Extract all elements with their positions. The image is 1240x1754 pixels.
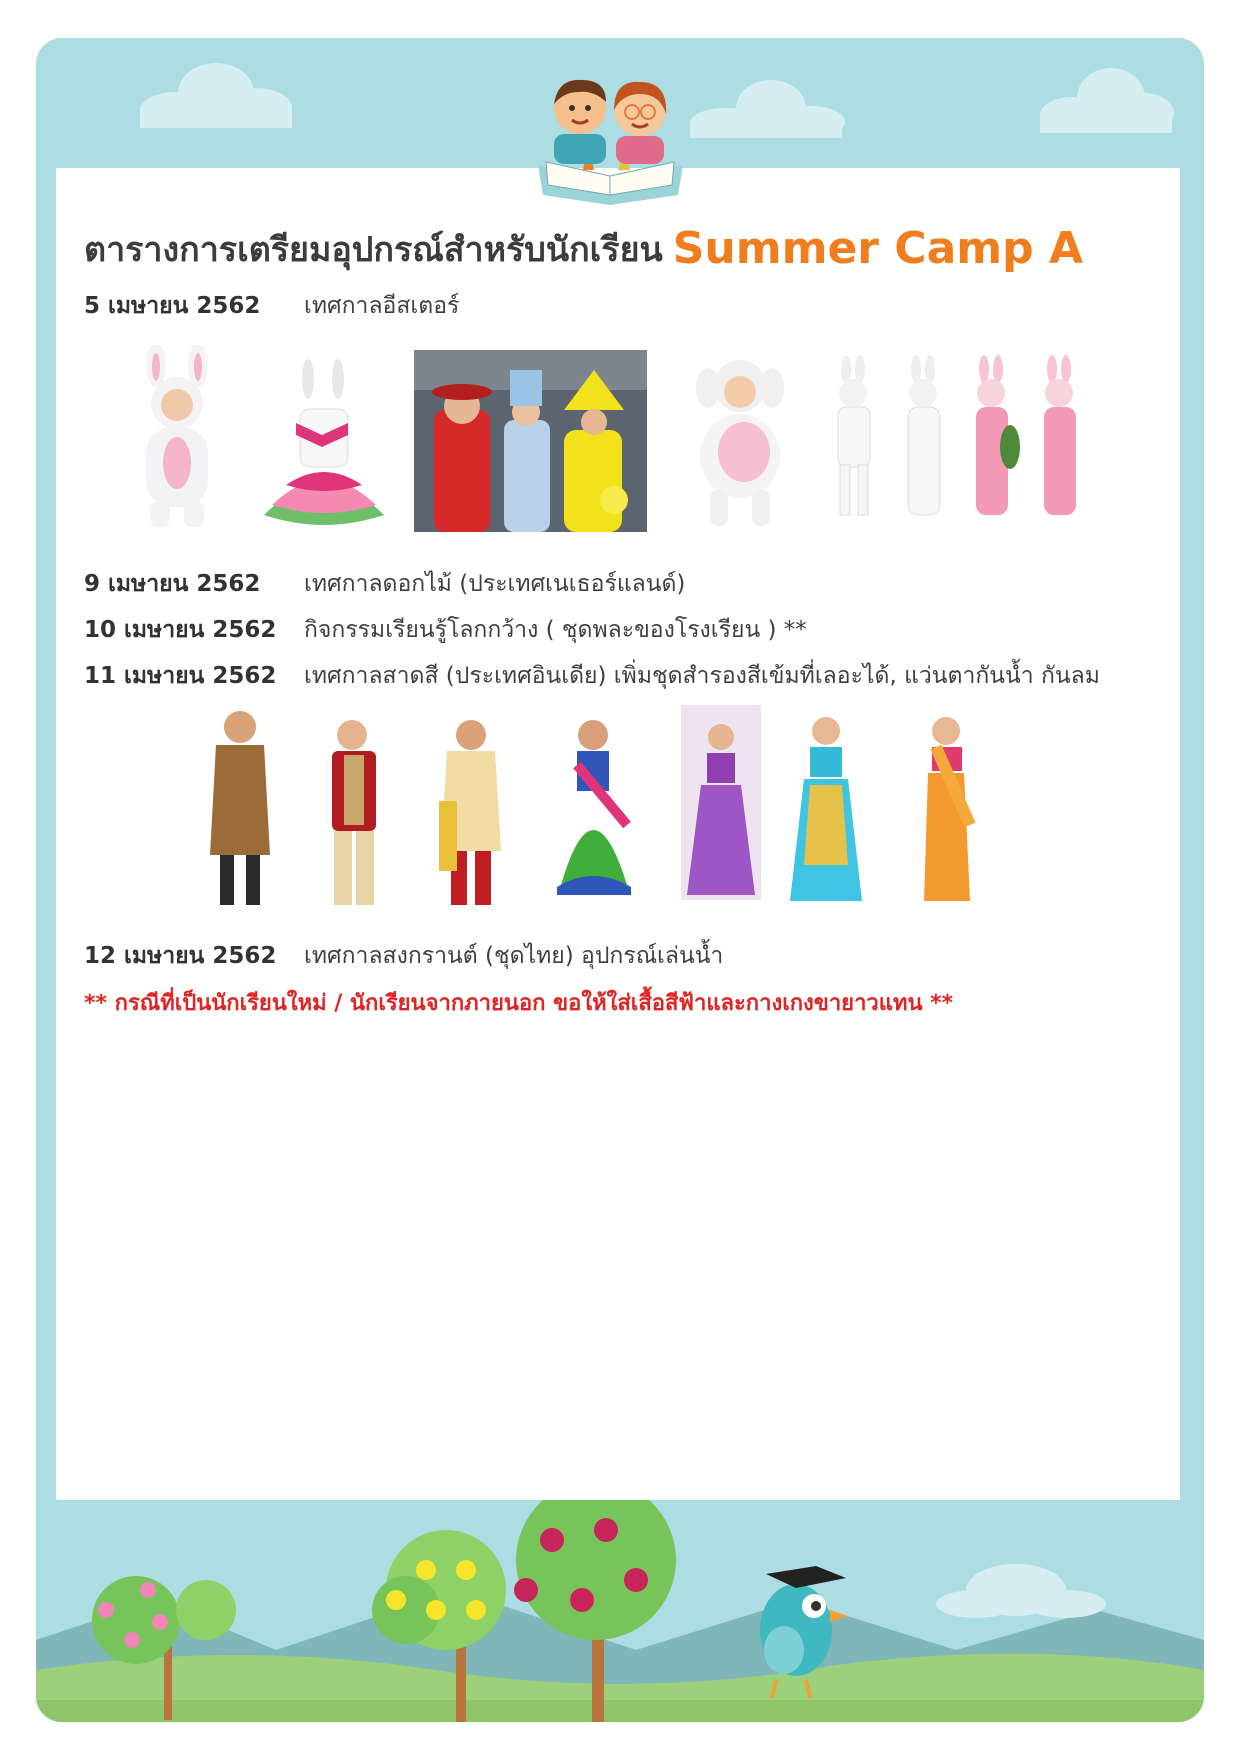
landscape-illustration [36, 1500, 1204, 1722]
kids-bunny-costumes-photo [816, 355, 1106, 530]
kids-reading-book-icon [528, 70, 693, 205]
schedule-row [84, 288, 459, 324]
schedule-activity: เทศกาลดอกไม้ (ประเทศเนเธอร์แลนด์) [304, 571, 686, 597]
schedule-date: 10 เมษายน 2562 [84, 617, 277, 643]
cloud-icon [136, 58, 296, 128]
schedule-date: 5 เมษายน 2562 [84, 293, 261, 319]
indian-costumes-photo [196, 705, 1026, 920]
schedule-activity: กิจกรรมเรียนรู้โลกกว้าง ( ชุดพละของโรงเรียน ) ** [304, 617, 807, 643]
schedule-date: 9 เมษายน 2562 [84, 571, 261, 597]
lamb-costume-photo [680, 352, 800, 532]
schedule-activity: เทศกาลสงกรานต์ (ชุดไทย) อุปกรณ์เล่นน้ำ [304, 943, 724, 969]
schedule-date: 11 เมษายน 2562 [84, 663, 277, 689]
new-student-note: ** กรณีที่เป็นนักเรียนใหม่ / นักเรียนจากภายนอก ขอให้ใส่เสื้อสีฟ้าและกางเกงขายาวแทน ** [84, 991, 954, 1016]
cloud-icon [686, 78, 846, 138]
bunny-costume-photo [116, 345, 241, 535]
page-title-accent: Summer Camp A [672, 223, 1083, 274]
page-title [84, 222, 1083, 276]
schedule-activity: เทศกาลอีสเตอร์ [304, 293, 460, 319]
easter-parade-photo [414, 350, 647, 532]
page-title-text: ตารางการเตรียมอุปกรณ์สำหรับนักเรียน [84, 230, 663, 270]
schedule-row [84, 566, 685, 602]
tutu-dress-photo [256, 355, 391, 535]
schedule-row [84, 612, 807, 648]
cloud-icon [1036, 63, 1176, 133]
schedule-date: 12 เมษายน 2562 [84, 943, 277, 969]
schedule-row [84, 938, 723, 974]
schedule-row [84, 658, 1100, 694]
schedule-activity: เทศกาลสาดสี (ประเทศอินเดีย) เพิ่มชุดสำรองสีเข้มที่เลอะได้, แว่นตากันน้ำ กันลม [304, 663, 1100, 689]
